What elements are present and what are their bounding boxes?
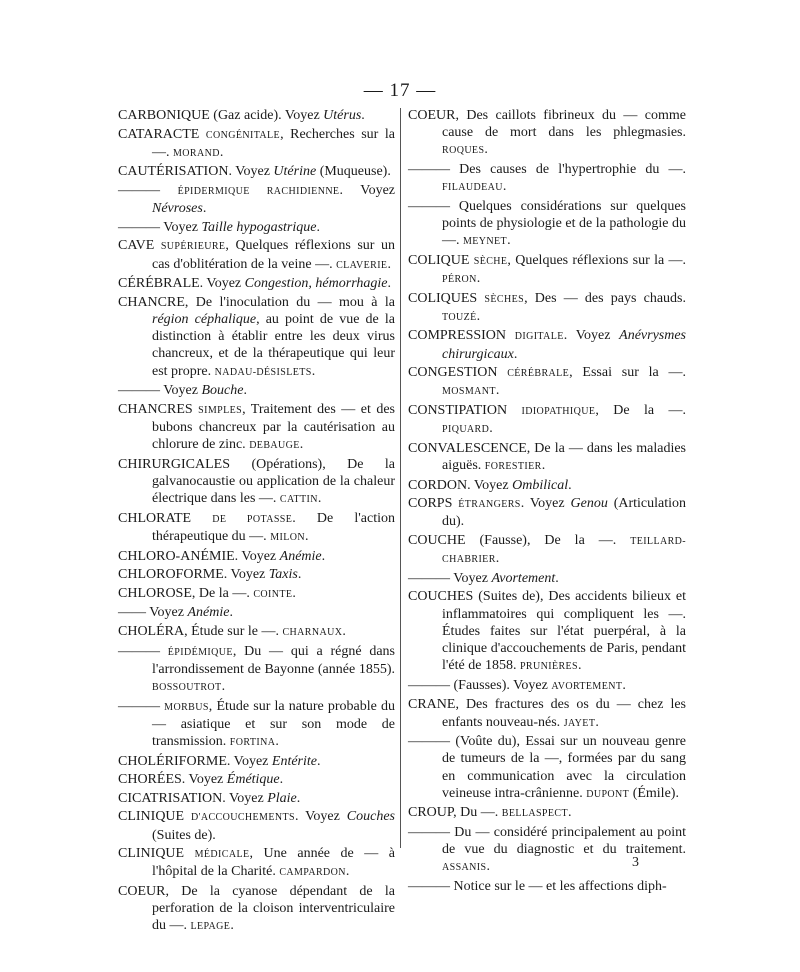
author-name: MÉDICALE <box>194 849 250 861</box>
index-entry <box>408 327 686 362</box>
entry-text: . <box>484 142 488 158</box>
entry-text: . <box>595 714 599 730</box>
index-entry <box>118 623 395 641</box>
entry-text: . <box>230 918 234 934</box>
index-entry <box>118 107 395 124</box>
entry-text: COMPRESSION <box>408 328 515 344</box>
entry-text: CHIRURGICALES (Opérations), De la galvanocaustie ou application de la chaleur électrique dans les —. <box>118 456 395 507</box>
index-entry <box>118 219 395 236</box>
entry-text: . <box>296 790 301 806</box>
entry-text: . <box>541 457 546 473</box>
author-name: JAYET <box>563 717 596 729</box>
author-name: SUPÉRIEURE <box>160 241 226 253</box>
author-name: CÉRÉBRALE <box>507 368 570 380</box>
author-name: ÉPIDÉMIQUE <box>167 646 233 658</box>
entry-text: . <box>229 605 233 621</box>
author-name: PIQUARD <box>442 424 490 436</box>
author-name: PÉRON <box>442 274 477 285</box>
index-entry <box>408 440 686 475</box>
entry-text: . <box>568 477 572 493</box>
cross-reference: Taille hypogastrique <box>201 219 317 235</box>
entry-text: . <box>578 658 582 674</box>
entry-text: . <box>622 677 626 693</box>
entry-text: . <box>292 585 296 601</box>
entry-text: . <box>311 363 316 379</box>
cross-reference: Bouche <box>201 383 244 399</box>
entry-text: CICATRISATION. Voyez <box>118 790 268 806</box>
index-entry <box>118 126 395 162</box>
entry-text: CONSTIPATION <box>408 402 522 418</box>
author-name: AVORTEMENT <box>551 680 623 692</box>
cross-reference: Émétique <box>226 772 280 788</box>
index-entry <box>408 733 686 803</box>
entry-text: ——— <box>118 182 178 198</box>
entry-text: (Émile). <box>629 785 679 801</box>
entry-text: COUCHES (Suites de), Des accidents bilieux et inflammatoires qui compliquent les —. Études faites sur l'état puerpéral, à la clinique d'accouchements de Paris, pendant l'été de 1858. <box>408 589 686 674</box>
page-number: — 17 — <box>363 80 437 101</box>
index-entry <box>408 290 686 326</box>
entry-text: . <box>489 421 493 437</box>
author-name: TEILLARD-CHABRIER <box>442 535 686 566</box>
index-entry <box>408 402 686 438</box>
index-entry <box>118 883 395 936</box>
author-name: SIMPLES <box>198 404 243 416</box>
index-entry <box>118 790 395 807</box>
entry-text: , au point de vue de la distinction à établir entre les deux virus chancreux, et de la thérapeutique qui leur est propre. <box>152 311 395 379</box>
cross-reference: Anévrysmes chirurgicaux <box>442 328 687 362</box>
index-entry <box>408 477 686 494</box>
author-name: ÉPIDERMIQUE RACHIDIENNE <box>177 185 340 197</box>
author-name: CAMPARDON <box>279 867 346 879</box>
cross-reference: Utérus <box>323 108 362 123</box>
index-entry <box>118 643 395 697</box>
index-entry <box>118 585 395 603</box>
entry-text: . Voyez <box>520 496 571 512</box>
entry-text: . <box>507 233 511 249</box>
entry-text: . Voyez <box>563 328 620 344</box>
entry-text: CHLORATE <box>118 510 213 526</box>
entry-text: ——— Quelques considérations sur quelques points de physiologie et de la pathologie du —. <box>408 198 686 249</box>
entry-text: , Quelques réflexions sur un cas d'oblitération de la veine —. <box>152 238 395 272</box>
index-entry <box>408 824 686 877</box>
index-entry <box>408 198 686 251</box>
entry-text: . <box>567 805 572 821</box>
cross-reference: Entérite <box>271 753 317 769</box>
author-name: MOSMANT <box>442 386 496 398</box>
entry-text: CHANCRE, De l'inoculation du — mou à la <box>118 294 395 310</box>
index-entry <box>408 878 686 895</box>
entry-text: . <box>317 491 322 507</box>
entry-text: , Essai sur la —. <box>569 365 686 381</box>
index-entry <box>118 753 395 770</box>
index-entry <box>408 677 686 695</box>
entry-text: CARBONIQUE (Gaz acide). Voyez <box>118 108 324 123</box>
entry-text: CLINIQUE <box>118 846 195 862</box>
entry-text: ——— Notice sur le — et les affections diph- <box>408 878 667 894</box>
entry-text: . <box>555 570 559 586</box>
entry-text: , Des — des pays chauds. <box>524 290 686 306</box>
entry-text: ——— Voyez <box>118 383 202 399</box>
entry-text: (Suites de). <box>152 827 216 843</box>
cross-reference: Plaie <box>267 790 297 806</box>
entry-text: . <box>495 383 500 399</box>
entry-text: . <box>317 753 321 769</box>
entry-text: CLINIQUE <box>118 809 192 825</box>
author-name: ROQUES <box>442 145 485 157</box>
entry-text: CROUP, Du —. <box>408 805 502 821</box>
author-name: NADAU-DÉSISLETS <box>214 366 312 378</box>
author-name: FILAUDEAU <box>442 182 503 194</box>
entry-text: . <box>221 678 226 694</box>
entry-text: CORPS <box>408 496 459 512</box>
entry-text: CHOLÉRIFORME. Voyez <box>118 753 272 769</box>
cross-reference: Couches <box>346 809 395 825</box>
cross-reference: Avortement <box>491 570 556 586</box>
entry-text: CORDON. Voyez <box>408 477 513 493</box>
entry-text: . <box>345 864 350 880</box>
cross-reference: région céphalique <box>152 311 257 327</box>
author-name: FORESTIER <box>484 460 542 472</box>
entry-text: . <box>275 733 279 749</box>
entry-text: CAUTÉRISATION. Voyez <box>118 164 274 180</box>
index-entry <box>118 382 395 399</box>
index-entry <box>118 604 395 621</box>
entry-text: . <box>304 528 309 544</box>
entry-text: . <box>502 179 507 195</box>
author-name: MEYNET <box>463 236 508 248</box>
entry-text: . <box>387 276 392 292</box>
entry-text: CHOLÉRA, Étude sur le —. <box>118 623 283 639</box>
author-name: CLAVERIE <box>336 259 388 271</box>
entry-text: . Voyez <box>294 809 347 825</box>
entry-text: COUCHE (Fausse), De la —. <box>408 532 631 548</box>
entry-text: ——— (Voûte du), Essai sur un nouveau genre de tumeurs de la —, formées par du sang en communication avec la circulation veineuse intra-crânienne. <box>408 734 686 801</box>
entry-text: CHLOROFORME. Voyez <box>118 567 269 583</box>
entry-text: . <box>361 108 365 123</box>
entry-text: ——— Voyez <box>118 219 202 235</box>
cross-reference: Utérine <box>273 164 317 180</box>
author-name: DIGITALE <box>514 331 564 343</box>
entry-text: , Une année de — à l'hôpital de la Charité. <box>152 846 395 880</box>
entry-text: . <box>476 271 481 286</box>
index-entry <box>118 771 395 788</box>
entry-text: , Quelques réflexions sur la —. <box>507 252 687 268</box>
entry-text: . <box>476 308 481 324</box>
author-name: DEBAUGE <box>249 440 300 452</box>
entry-text: CONGESTION <box>408 365 508 381</box>
entry-text: CHANCRES <box>118 401 199 417</box>
cross-reference: Anémie <box>279 548 322 564</box>
entry-text: . <box>299 437 304 453</box>
entry-text: COLIQUE <box>408 252 474 268</box>
entry-text: . Voyez <box>339 182 396 198</box>
index-entry <box>408 804 686 822</box>
index-entry <box>118 401 395 455</box>
entry-text: ——— Du — considéré principalement au point de vue du diagnostic et du traitement. <box>408 824 686 858</box>
cross-reference: Congestion, hémorrhagie <box>244 276 388 292</box>
entry-text: . <box>202 201 207 217</box>
author-name: LEPAGE <box>190 921 231 933</box>
author-name: CATTIN <box>279 494 318 506</box>
entry-text: . <box>513 346 518 362</box>
column-divider <box>400 108 401 848</box>
author-name: BOSSOUTROT <box>152 681 222 693</box>
cross-reference: Genou <box>570 496 608 512</box>
cross-reference: Anémie <box>187 605 230 621</box>
author-name: BELLASPECT <box>501 808 568 820</box>
entry-text: ——— Voyez <box>408 570 492 586</box>
entry-text: , Traitement des — et des bubons chancreux par la cautérisation au chlorure de zinc. <box>152 401 395 453</box>
right-column <box>408 107 686 897</box>
author-name: D'ACCOUCHEMENTS <box>191 812 295 824</box>
entry-text: . De l'action thérapeutique du —. <box>152 510 395 544</box>
index-entry <box>408 495 686 530</box>
index-entry <box>118 698 395 752</box>
index-entry <box>408 161 686 196</box>
author-name: PRUNIÈRES <box>519 661 579 673</box>
entry-text: . <box>219 144 224 160</box>
entry-text: . <box>243 383 247 399</box>
index-entry <box>118 510 395 546</box>
author-name: CONGÉNITALE <box>205 129 281 141</box>
entry-text: . <box>316 219 320 235</box>
entry-text: ——— <box>118 698 165 714</box>
index-entry <box>408 588 686 675</box>
entry-text: , Étude sur la nature probable du — asiatique et sur son mode de transmission. <box>152 698 396 749</box>
cross-reference: Névroses <box>152 201 203 217</box>
entry-text: . <box>342 623 346 639</box>
author-name: SÈCHE <box>473 255 508 267</box>
entry-text: COEUR, De la cyanose dépendant de la perforation de la cloison interventriculaire du —. <box>118 883 395 934</box>
entry-text: . <box>486 859 490 875</box>
entry-text: . <box>495 551 500 567</box>
author-name: ASSANIS <box>442 862 487 874</box>
author-name: SÈCHES <box>484 293 525 305</box>
entry-text: CAVE <box>118 238 161 254</box>
author-name: DUPONT <box>586 788 630 800</box>
index-entry <box>408 696 686 731</box>
entry-text: CRANE, Des fractures des os du — chez les enfants nouveau-nés. <box>408 697 686 730</box>
index-entry <box>408 364 686 400</box>
index-entry <box>118 275 395 292</box>
entry-text: ——— Des causes de l'hypertrophie du —. <box>408 162 686 177</box>
index-entry <box>118 456 395 509</box>
author-name: IDIOPATHIQUE <box>521 405 596 417</box>
author-name: MORAND <box>173 147 220 159</box>
entry-text: , Du — qui a régné dans l'arrondissement de Bayonne (année 1855). <box>152 643 396 677</box>
author-name: MORBUS <box>164 701 209 713</box>
author-name: ÉTRANGERS <box>458 499 521 511</box>
index-entry <box>408 570 686 587</box>
index-entry <box>118 182 395 217</box>
index-entry <box>118 808 395 843</box>
author-name: CHARNAUX <box>282 626 343 638</box>
index-entry <box>408 532 686 568</box>
signature-mark: 3 <box>632 855 639 870</box>
author-name: COINTE <box>253 588 293 600</box>
entry-text: CHORÉES. Voyez <box>118 772 227 788</box>
index-entry <box>118 845 395 881</box>
index-entry <box>118 163 395 180</box>
author-name: DE POTASSE <box>212 513 293 525</box>
entry-text: . <box>387 256 391 272</box>
cross-reference: Ombilical <box>512 477 569 493</box>
index-entry <box>118 237 395 273</box>
entry-text: CHLOROSE, De la —. <box>118 585 254 601</box>
entry-text: . <box>297 567 302 583</box>
author-name: FORTINA <box>229 736 276 748</box>
entry-text: ——— <box>118 643 168 659</box>
entry-text: —— Voyez <box>118 605 188 621</box>
entry-text: COEUR, Des caillots fibrineux du — comme cause de mort dans les phlegmasies. <box>408 108 686 141</box>
entry-text: . <box>321 548 326 564</box>
entry-text: COLIQUES <box>408 290 485 306</box>
entry-text: , Recherches sur la —. <box>152 126 396 160</box>
entry-text: CÉRÉBRALE. Voyez <box>118 276 245 292</box>
entry-text: CATARACTE <box>118 126 206 142</box>
index-entry <box>408 252 686 288</box>
left-column <box>118 107 395 937</box>
entry-text: (Muqueuse). <box>316 164 391 180</box>
index-entry <box>408 107 686 160</box>
index-entry <box>118 566 395 583</box>
author-name: TOUZÉ <box>442 311 477 323</box>
entry-text: . <box>279 772 284 788</box>
cross-reference: Taxis <box>268 567 298 583</box>
index-entry <box>118 294 395 381</box>
entry-text: CHLORO-ANÉMIE. Voyez <box>118 548 280 564</box>
entry-text: (Articulation du). <box>442 496 687 530</box>
author-name: MILON <box>270 531 305 543</box>
entry-text: ——— (Fausses). Voyez <box>408 677 552 693</box>
entry-text: CONVALESCENCE, De la — dans les maladies aiguës. <box>408 440 686 473</box>
index-entry <box>118 548 395 565</box>
entry-text: , De la —. <box>595 402 686 418</box>
